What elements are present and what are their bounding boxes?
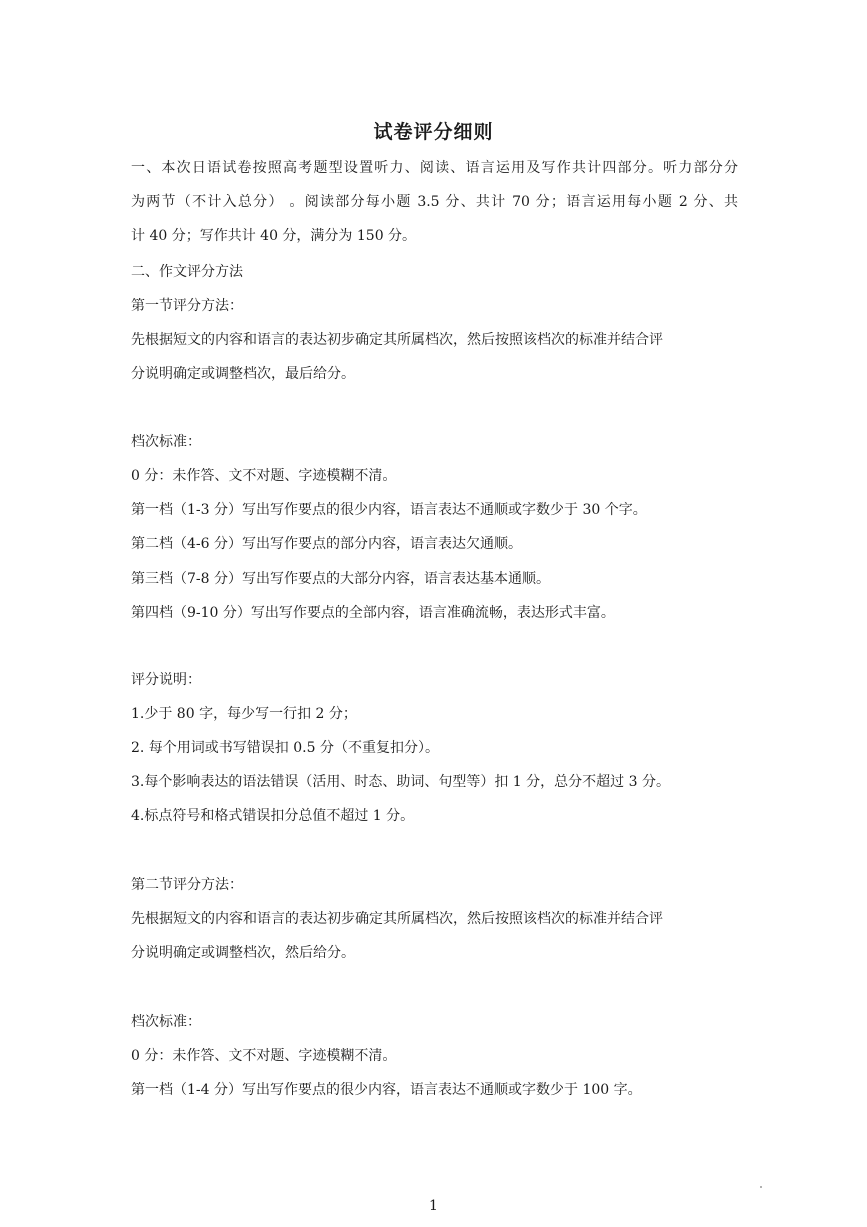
criteria-heading: 档次标准：	[131, 1014, 201, 1030]
criteria-item: 第一档（1-3 分）写出写作要点的很少内容，语言表达不通顺或字数少于 30 个字。	[131, 502, 647, 518]
paragraph-line: 一、本次日语试卷按照高考题型设置听力、阅读、语言运用及写作共计四部分。听力部分分	[131, 160, 738, 176]
notes-item: 2. 每个用词或书写错误扣 0.5 分（不重复扣分）。	[131, 740, 439, 756]
notes-item: 3.每个影响表达的语法错误（活用、时态、助词、句型等）扣 1 分，总分不超过 3 分。	[131, 774, 670, 790]
paragraph-line: 先根据短文的内容和语言的表达初步确定其所属档次，然后按照该档次的标准并结合评	[131, 332, 663, 348]
criteria-item: 第三档（7-8 分）写出写作要点的大部分内容，语言表达基本通顺。	[131, 571, 550, 587]
paragraph-line: 分说明确定或调整档次，然后给分。	[131, 945, 355, 961]
notes-item: 4.标点符号和格式错误扣分总值不超过 1 分。	[131, 808, 415, 824]
paragraph-line: 为两节（不计入总分） 。阅读部分每小题 3.5 分、共计 70 分；语言运用每小题 2 分、共	[131, 194, 738, 210]
paragraph-line: 计 40 分；写作共计 40 分，满分为 150 分。	[131, 228, 417, 244]
notes-heading: 评分说明：	[131, 672, 201, 688]
subsection-heading: 第二节评分方法：	[131, 877, 243, 893]
scan-speck	[760, 1186, 762, 1188]
paragraph-line: 分说明确定或调整档次，最后给分。	[131, 366, 355, 382]
criteria-item: 第二档（4-6 分）写出写作要点的部分内容，语言表达欠通顺。	[131, 536, 522, 552]
criteria-item: 0 分：未作答、文不对题、字迹模糊不清。	[131, 1048, 397, 1064]
paragraph-line: 先根据短文的内容和语言的表达初步确定其所属档次，然后按照该档次的标准并结合评	[131, 911, 663, 927]
section-heading: 二、作文评分方法	[131, 264, 243, 280]
notes-item: 1.少于 80 字，每少写一行扣 2 分；	[131, 706, 357, 722]
criteria-heading: 档次标准：	[131, 434, 201, 450]
subsection-heading: 第一节评分方法：	[131, 298, 243, 314]
page-number: 1	[429, 1198, 438, 1214]
criteria-item: 第四档（9-10 分）写出写作要点的全部内容，语言准确流畅，表达形式丰富。	[131, 605, 615, 621]
criteria-item: 第一档（1-4 分）写出写作要点的很少内容，语言表达不通顺或字数少于 100 字。	[131, 1082, 642, 1098]
criteria-item: 0 分：未作答、文不对题、字迹模糊不清。	[131, 468, 397, 484]
page-title: 试卷评分细则	[373, 121, 494, 143]
